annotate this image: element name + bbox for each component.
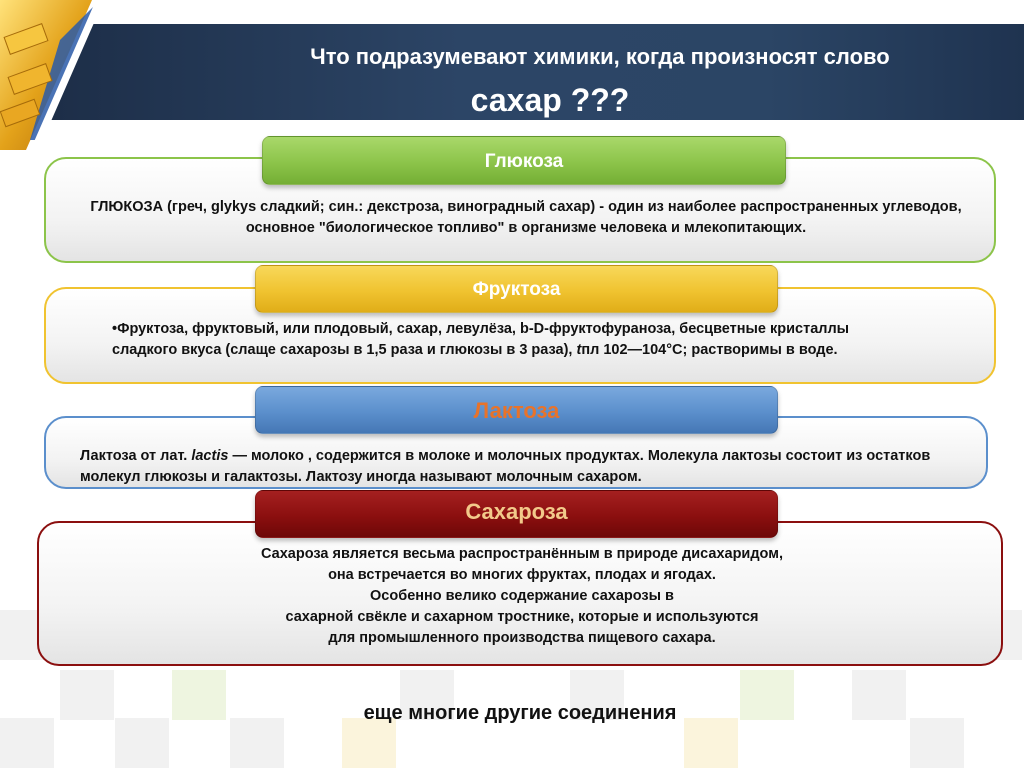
fructose-header	[255, 265, 778, 313]
title-line-2: сахар ???	[470, 82, 630, 118]
sucrose-line-1: Сахароза является весьма распространённым в природе дисахаридом,	[261, 546, 783, 562]
glucose-header-label: Глюкоза	[484, 151, 564, 172]
gold-bars-logo	[0, 0, 110, 160]
glucose-header	[262, 136, 786, 185]
lactose-header-label: Лактоза	[473, 398, 560, 423]
fructose-header-label: Фруктоза	[472, 279, 561, 300]
lactose-header	[255, 386, 778, 434]
fructose-text	[112, 319, 912, 361]
footer-note: еще многие другие соединения	[363, 702, 677, 724]
sucrose-line-3: Особенно велико содержание сахарозы в	[370, 588, 674, 604]
glucose-text-body: ГЛЮКОЗА (греч, glykys сладкий; син.: декстроза, виноградный сахар) - один из наиболее распространенных углеводов, основное "биологическое топливо" в организме человека и млекопитающих.	[90, 199, 962, 236]
fructose-text-t: t	[576, 342, 582, 358]
glucose-text	[86, 197, 966, 239]
sucrose-text	[79, 544, 965, 649]
title-line-1: Что подразумевают химики, когда произносят слово	[310, 44, 890, 69]
lactose-text	[80, 446, 986, 488]
lactose-text-a: Лактоза от лат.	[80, 448, 192, 464]
sucrose-line-2: она встречается во многих фруктах, плодах и ягодах.	[328, 567, 716, 583]
sucrose-header-label: Сахароза	[465, 499, 568, 524]
sucrose-line-4: сахарной свёкле и сахарном тростнике, которые и используются	[285, 609, 759, 625]
lactose-text-b: — молоко , содержится в молоке и молочных продуктах. Молекула лактозы состоит из остатков молекул глюкозы и галактозы. Лактозу иногда называют молочным сахаром.	[80, 448, 931, 485]
lactose-text-italic: lactis	[191, 448, 229, 464]
sucrose-line-5: для промышленного производства пищевого сахара.	[328, 630, 716, 646]
fructose-bullet: •	[112, 321, 118, 337]
sucrose-box	[37, 521, 1003, 666]
fructose-text-b: пл 102—104°С; растворимы в воде.	[581, 342, 838, 358]
fructose-text-a: Фруктоза, фруктовый, или плодовый, сахар, левулёза, b-D-фруктофураноза, бесцветные кристаллы сладкого вкуса (слаще сахарозы в 1,5 раза и глюкозы в 3 раза),	[112, 321, 850, 358]
sucrose-header	[255, 490, 778, 538]
